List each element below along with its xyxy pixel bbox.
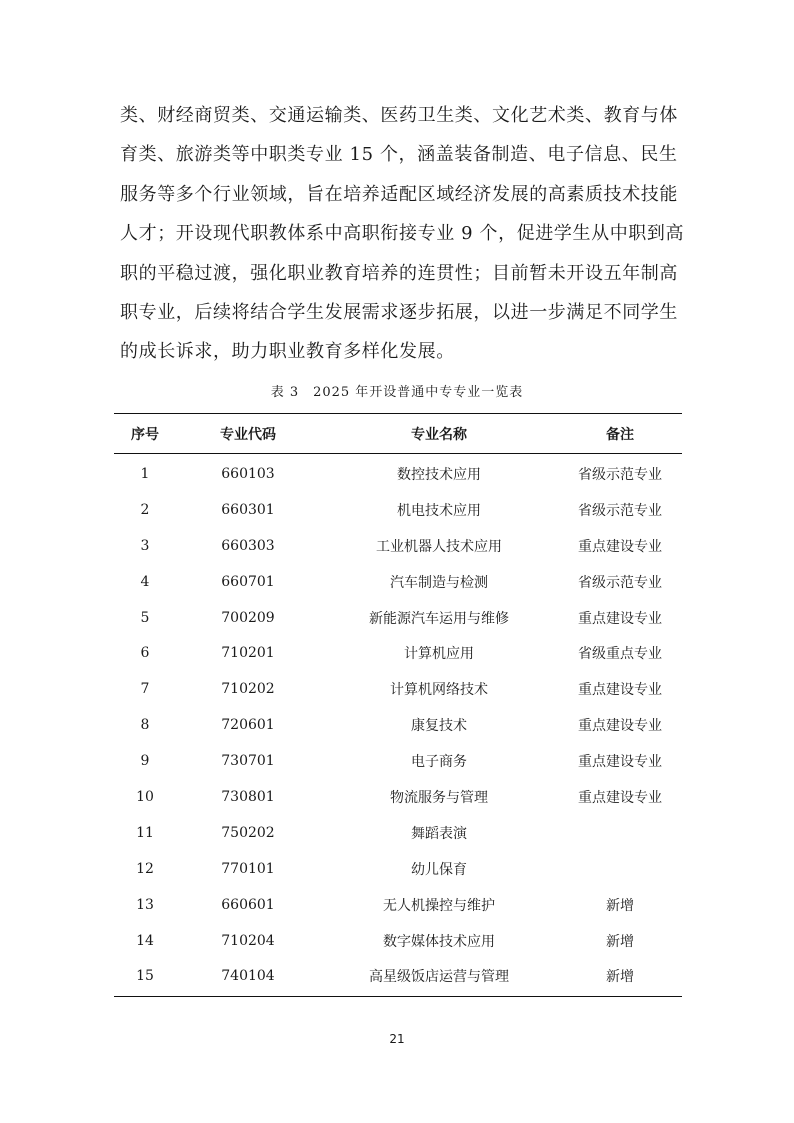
- paragraph-line: 职专业，后续将结合学生发展需求逐步拓展，以进一步满足不同学生: [120, 302, 678, 324]
- cell-name: 机电技术应用: [397, 502, 481, 519]
- cell-index: 12: [136, 860, 154, 877]
- paragraph-line: 职的平稳过渡，强化职业教育培养的连贯性；目前暂未开设五年制高: [120, 262, 678, 284]
- cell-name: 数字媒体技术应用: [383, 933, 495, 950]
- table-row: [114, 743, 682, 779]
- cell-remark: 重点建设专业: [578, 538, 662, 555]
- cell-name: 幼儿保育: [411, 861, 467, 878]
- table-row: [114, 958, 682, 994]
- table-header-row: [114, 414, 682, 453]
- table-row: [114, 492, 682, 528]
- paragraph-line: 的成长诉求，助力职业教育多样化发展。: [120, 341, 455, 363]
- header-remark: 备注: [606, 426, 634, 443]
- table-body: [114, 454, 682, 996]
- table-row: [114, 887, 682, 923]
- table-row: [114, 528, 682, 564]
- header-index: 序号: [131, 426, 159, 443]
- cell-code: 660601: [221, 896, 275, 913]
- table-row: [114, 600, 682, 636]
- cell-code: 660303: [221, 537, 275, 554]
- cell-name: 汽车制造与检测: [390, 574, 488, 591]
- cell-name: 计算机网络技术: [390, 682, 488, 699]
- cell-index: 13: [136, 896, 154, 913]
- cell-remark: 新增: [606, 933, 634, 950]
- table-caption: 表 3 2025 年开设普通中专专业一览表: [270, 385, 524, 400]
- cell-name: 电子商务: [411, 754, 467, 771]
- cell-index: 6: [140, 645, 150, 662]
- table-row: [114, 456, 682, 492]
- majors-table: [114, 413, 682, 997]
- header-name: 专业名称: [411, 426, 467, 443]
- cell-name: 高星级饭店运营与管理: [369, 969, 509, 986]
- cell-index: 14: [136, 932, 154, 949]
- cell-remark: 省级重点专业: [578, 646, 662, 663]
- cell-index: 2: [140, 501, 150, 518]
- cell-name: 新能源汽车运用与维修: [369, 610, 509, 627]
- cell-index: 11: [136, 824, 154, 841]
- cell-remark: 重点建设专业: [578, 754, 662, 771]
- paragraph-line: 类、财经商贸类、交通运输类、医药卫生类、文化艺术类、教育与体: [120, 105, 678, 126]
- cell-code: 720601: [221, 717, 275, 734]
- page-number: 21: [389, 1032, 405, 1046]
- cell-code: 710202: [221, 681, 275, 698]
- paragraph-line: 人才；开设现代职教体系中高职衔接专业 9 个，促进学生从中职到高: [120, 223, 685, 245]
- table-row: [114, 671, 682, 707]
- cell-index: 5: [140, 609, 150, 626]
- cell-code: 660103: [221, 465, 275, 482]
- header-code: 专业代码: [220, 426, 276, 443]
- cell-index: 7: [140, 681, 150, 698]
- cell-name: 数控技术应用: [397, 466, 481, 483]
- cell-code: 700209: [221, 609, 275, 626]
- cell-index: 10: [136, 788, 154, 805]
- cell-name: 物流服务与管理: [390, 789, 488, 806]
- table-row: [114, 923, 682, 959]
- cell-remark: 重点建设专业: [578, 718, 662, 735]
- cell-index: 8: [140, 717, 150, 734]
- cell-remark: 省级示范专业: [578, 466, 662, 483]
- cell-index: 15: [136, 968, 154, 985]
- cell-remark: 重点建设专业: [578, 610, 662, 627]
- cell-remark: 新增: [606, 969, 634, 986]
- cell-remark: 省级示范专业: [578, 574, 662, 591]
- paragraph-line: 服务等多个行业领域，旨在培养适配区域经济发展的高素质技术技能: [120, 183, 678, 205]
- cell-code: 710204: [221, 932, 275, 949]
- cell-index: 3: [140, 537, 150, 554]
- table-row: [114, 564, 682, 600]
- cell-code: 710201: [221, 645, 275, 662]
- cell-code: 740104: [221, 968, 275, 985]
- cell-code: 770101: [221, 860, 275, 877]
- cell-code: 730801: [221, 788, 275, 805]
- cell-code: 750202: [221, 824, 275, 841]
- table-row: [114, 851, 682, 887]
- cell-name: 舞蹈表演: [411, 825, 467, 842]
- cell-code: 660701: [221, 573, 275, 590]
- cell-remark: 省级示范专业: [578, 502, 662, 519]
- table-row: [114, 779, 682, 815]
- table-row: [114, 815, 682, 851]
- table-bottom-rule: [114, 996, 682, 997]
- cell-name: 计算机应用: [404, 646, 474, 663]
- cell-index: 4: [140, 573, 150, 590]
- cell-remark: 新增: [606, 897, 634, 914]
- cell-name: 无人机操控与维护: [383, 897, 495, 914]
- cell-remark: 重点建设专业: [578, 682, 662, 699]
- paragraph-line: 育类、旅游类等中职类专业 15 个，涵盖装备制造、电子信息、民生: [120, 144, 678, 166]
- table-row: [114, 707, 682, 743]
- table-row: [114, 635, 682, 671]
- cell-code: 730701: [221, 753, 275, 770]
- cell-index: 9: [140, 753, 150, 770]
- cell-remark: 重点建设专业: [578, 789, 662, 806]
- cell-code: 660301: [221, 501, 275, 518]
- cell-name: 康复技术: [411, 718, 467, 735]
- cell-index: 1: [140, 465, 150, 482]
- body-paragraph: [120, 96, 685, 372]
- cell-name: 工业机器人技术应用: [376, 538, 502, 555]
